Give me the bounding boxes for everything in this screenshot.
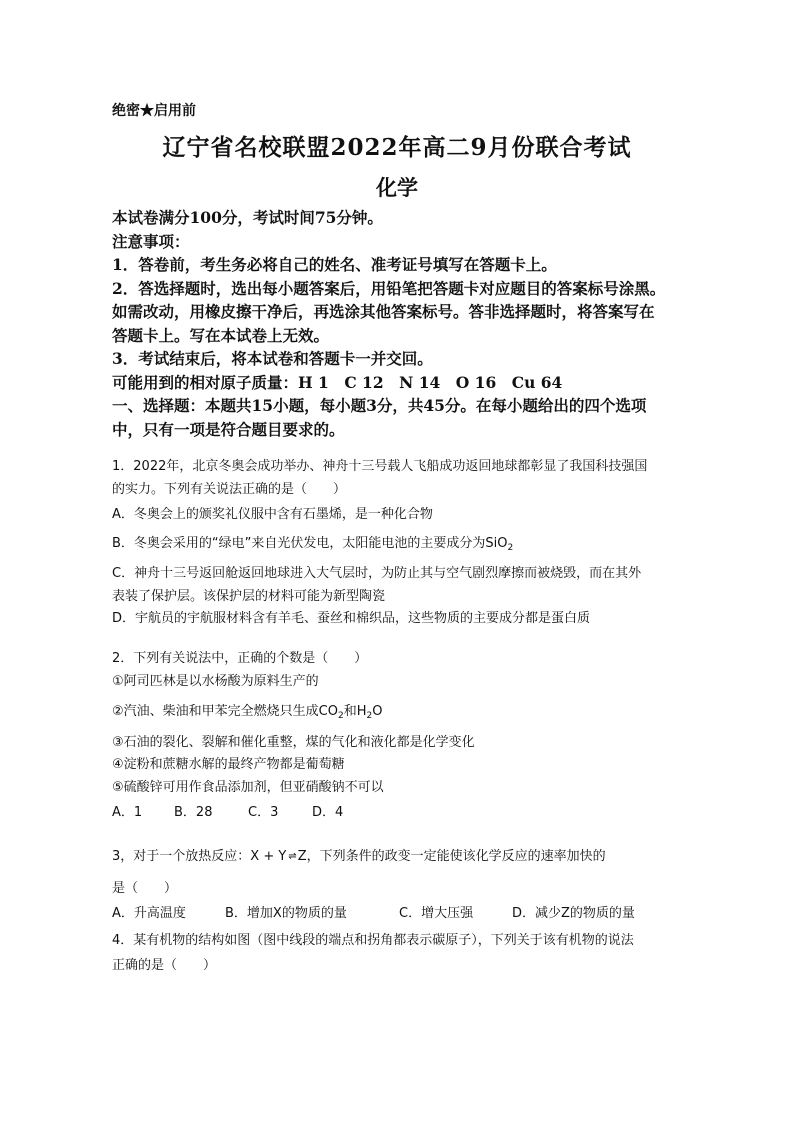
notice-item-1: 1．答卷前，考生务必将自己的姓名、准考证号填写在答题卡上。	[112, 255, 557, 274]
q4-stem-line2: 正确的是（ ）	[112, 957, 217, 973]
q3-stem-line1	[112, 846, 687, 869]
question-3	[112, 846, 687, 926]
q1-option-d: D．宇航员的宇航服材料含有羊毛、蚕丝和棉织品，这些物质的主要成分都是蛋白质	[112, 611, 591, 626]
instructions	[112, 206, 687, 441]
q2-s2-h2o-h: H	[356, 704, 367, 719]
section1-heading-line2: 中，只有一项是符合题目要求的。	[112, 419, 345, 439]
notice-item-2-line2: 如需改动，用橡皮擦干净后，再选涂其他答案标号。答非选择题时，将答案写在	[112, 302, 655, 321]
atomic-masses: 可能用到的相对原子质量：H 1 C 12 N 14 O 16 Cu 64	[112, 372, 563, 392]
q2-options	[112, 802, 687, 825]
q1-option-b-subscript: 2	[507, 542, 514, 553]
reversible-arrow-icon: ⇌	[288, 851, 296, 862]
q2-s2-text: ②汽油、柴油和甲苯完全燃烧只生成	[112, 704, 319, 719]
q2-option-c: C．3	[248, 805, 279, 820]
q1-option-a: A．冬奥会上的颁奖礼仪服中含有石墨烯，是一种化合物	[112, 507, 433, 522]
q2-s2-co2-subscript: 2	[337, 711, 344, 721]
q1-option-b	[112, 533, 687, 556]
q1-stem-line2: 的实力。下列有关说法正确的是（ ）	[112, 481, 347, 497]
notice-heading: 注意事项：	[112, 231, 190, 251]
q2-s2-h2o-subscript: 2	[366, 711, 373, 721]
question-4	[112, 930, 687, 977]
q3-option-d: D．减少Z的物质的量	[512, 906, 635, 921]
q3-reaction-left: X + Y	[250, 849, 287, 864]
q4-stem-line1: 4．某有机物的结构如图（图中线段的端点和拐角都表示碳原子），下列关于该有机物的说法	[112, 933, 634, 948]
q2-statement-5: ⑤硫酸锌可用作食品添加剂，但亚硝酸钠不可以	[112, 779, 384, 795]
q3-stem-line2: 是（ ）	[112, 880, 178, 896]
q2-statement-1: ①阿司匹林是以水杨酸为原料生产的	[112, 673, 319, 689]
q3-options	[112, 903, 687, 926]
q3-prefix: 3，对于一个放热反应：	[112, 849, 251, 864]
q2-statement-2	[112, 701, 687, 724]
q3-option-c: C．增大压强	[399, 906, 474, 921]
q2-statement-4: ④淀粉和蔗糖水解的最终产物都是葡萄糖	[112, 757, 345, 772]
q3-option-a: A．升高温度	[112, 906, 186, 921]
q2-stem: 2．下列有关说法中，正确的个数是（ ）	[112, 651, 368, 666]
q3-suffix: ，下列条件的政变一定能使该化学反应的速率加快的	[306, 849, 606, 864]
section1-heading-line1: 一、选择题：本题共15小题，每小题3分，共45分。在每小题给出的四个选项	[112, 396, 647, 415]
notice-item-2-line3: 答题卡上。写在本试卷上无效。	[112, 325, 330, 345]
confidential-label: 绝密★启用前	[112, 103, 196, 119]
notice-item-2-line1: 2．答选择题时，选出每小题答案后，用铅笔把答题卡对应题目的答案标号涂黑。	[112, 278, 666, 298]
score-time-line: 本试卷满分100分，考试时间75分钟。	[112, 208, 383, 227]
subject-title: 化学	[376, 175, 418, 200]
q3-option-b: B．增加X的物质的量	[225, 906, 347, 921]
q3-reaction-right: Z	[297, 849, 307, 864]
q2-option-d: D．4	[312, 805, 344, 820]
q1-stem-line1: 1．2022年，北京冬奥会成功举办、神舟十三号载人飞船成功返回地球都彰显了我国科技强国	[112, 459, 648, 474]
q2-option-a: A．1	[112, 805, 143, 820]
q2-option-b: B．28	[174, 805, 213, 820]
q1-option-b-text: B．冬奥会采用的“绿电”来自光伏发电，太阳能电池的主要成分为	[112, 535, 486, 551]
notice-item-3: 3．考试结束后，将本试卷和答题卡一并交回。	[112, 349, 433, 368]
q2-s2-h2o-o: O	[372, 704, 383, 719]
question-1	[112, 456, 687, 631]
q1-option-b-formula: SiO	[485, 535, 508, 551]
question-2	[112, 648, 687, 825]
q2-s2-co2: CO	[318, 704, 338, 719]
q2-s2-and: 和	[343, 704, 357, 719]
q1-option-c-line2: 表装了保护层。该保护层的材料可能为新型陶瓷	[112, 588, 386, 604]
q2-statement-3: ③石油的裂化、裂解和催化重整，煤的气化和液化都是化学变化	[112, 734, 475, 750]
q1-option-c-line1: C．神舟十三号返回舱返回地球进入大气层时，为防止其与空气剧烈摩擦而被烧毁，而在其外	[112, 566, 642, 581]
exam-title: 辽宁省名校联盟2022年高二9月份联合考试	[162, 134, 632, 161]
